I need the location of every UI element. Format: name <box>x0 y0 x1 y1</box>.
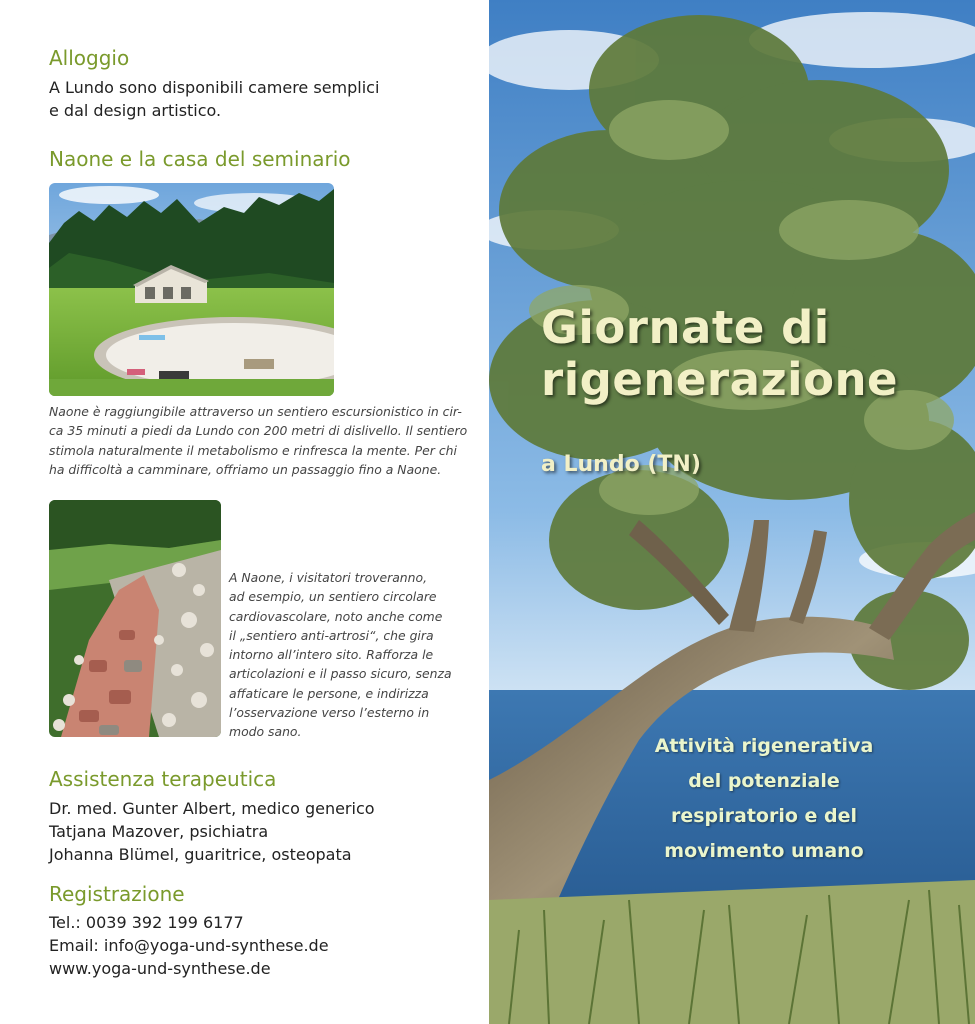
heading-naone: Naone e la casa del seminario <box>49 147 351 171</box>
registrazione-text <box>49 911 329 980</box>
assistenza-text: Dr. med. Gunter Albert, medico generico Tatjana Mazover, psichiatra Johanna Blümel, guaritrice, osteopata <box>49 799 375 864</box>
seminar-house-photo <box>49 183 334 396</box>
alloggio-text: A Lundo sono disponibili camere semplici e dal design artistico. <box>49 78 380 120</box>
cover-panel <box>489 0 975 1024</box>
email-address: Email: info@yoga-und-synthese.de <box>49 936 329 955</box>
cover-tagline: Attività rigenerativa del potenziale respiratorio e del movimento umano <box>654 735 874 862</box>
cover-title: Giornate di rigenerazione <box>541 301 899 406</box>
heading-alloggio: Alloggio <box>49 46 130 70</box>
phone-number: Tel.: 0039 392 199 6177 <box>49 913 244 932</box>
path-caption: A Naone, i visitatori troveranno, ad esempio, un sentiero circolare cardiovascolare, noto anche come il „sentiero anti-artrosi“, che gira intorno all’intero sito. Rafforza le articolazioni e il passo sicuro, senza affaticare le persone, e indirizza l’osservazione verso l’esterno in modo sano. <box>229 570 452 740</box>
stone-path-photo <box>49 500 221 737</box>
heading-assistenza: Assistenza terapeutica <box>49 767 277 791</box>
olive-tree-illustration <box>489 0 975 1024</box>
cover-subtitle: a Lundo (TN) <box>541 452 701 477</box>
naone-caption: Naone è raggiungibile attraverso un sentiero escursionistico in cir- ca 35 minuti a piedi da Lundo con 200 metri di dislivello. Il sentiero stimola naturalmente il metabolismo e rinfresca la mente. Per chi ha difficoltà a camminare, offriamo un passaggio fino a Naone. <box>49 404 468 477</box>
website-url: www.yoga-und-synthese.de <box>49 959 271 978</box>
heading-registrazione: Registrazione <box>49 882 185 906</box>
